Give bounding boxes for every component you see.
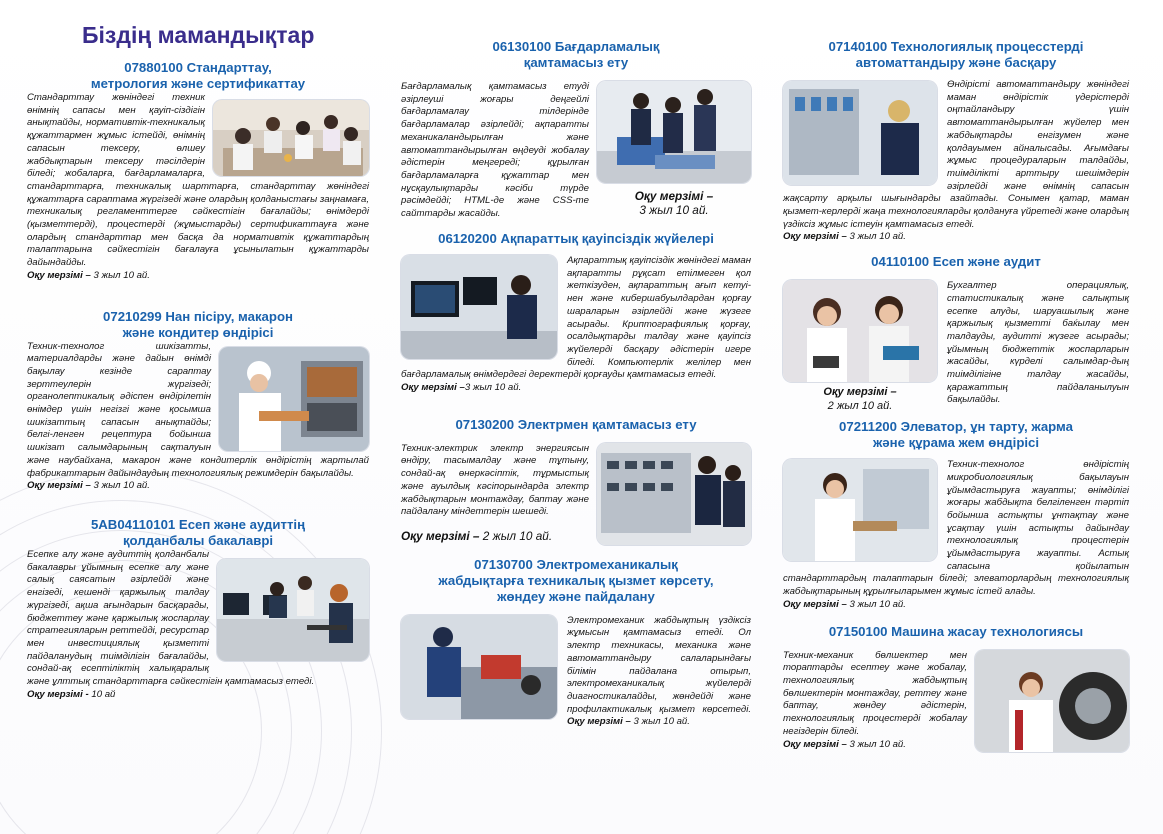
specialty-heading bbox=[27, 309, 369, 341]
specialty-description: Техник-технолог өндірістің микробиологиялық бақылауын ұйымдастыруға жауапты; өнімділігі жоғары жабдықта белгіленген тәртіп бойынша астықты ұнтақтау және ұсақтау үшін астықты дайындау технологиялық процестерін ұйымдастыруға жауапты. Астық сапасына қойылатын стандарттардың талаптарын біледі; элеваторлардың технологиялық жабдықтарының құрылғыларымен жұмыс істей алады. bbox=[783, 459, 1129, 598]
specialty-info-security bbox=[401, 231, 751, 395]
heading-line: 06120200 Ақпараттық қауіпсіздік жүйелері bbox=[438, 231, 714, 246]
heading-line: 06130100 Бағдарламалық bbox=[492, 39, 660, 54]
heading-line: қамтамасыз ету bbox=[523, 55, 629, 70]
specialty-bakery bbox=[27, 309, 369, 493]
specialty-electromechanics bbox=[401, 557, 751, 729]
specialty-description: Техник-технолог шикізатты, материалдарды және дайын өнімді бақылау кезінде сараптау зерттеулерін жүргізеді; органолептикалық әдіспен өндірілетін өнімдер үшін негізгі және қосымша шикізаттың сапасын анықтайды; белгі-ленген рецептура бойынша шикізат салымдарының сақталуын және наубайхана, макарон және кондитерлік өндірістің жартылай фабрикаттарын дайындаудың технологиялық режимдерін бақылайды. bbox=[27, 340, 369, 479]
duration-value: 3 жыл 10 ай. bbox=[93, 269, 150, 281]
specialty-applied-bachelor bbox=[27, 517, 369, 701]
specialty-automation bbox=[783, 39, 1129, 244]
duration-label: Оқу мерзімі bbox=[783, 231, 839, 243]
study-duration: Оқу мерзімі – 3 жыл 10 ай. bbox=[27, 480, 150, 492]
duration-value: 3 жыл 10 ай. bbox=[639, 203, 709, 217]
specialty-elevator bbox=[783, 419, 1129, 611]
duration-value: 3 жыл 10 ай. bbox=[633, 716, 690, 728]
duration-label: Оқу мерзімі bbox=[27, 269, 83, 281]
specialty-heading bbox=[783, 419, 1129, 451]
duration-value: 3 жыл 10 ай. bbox=[849, 738, 906, 750]
duration-label: Оқу мерзімі bbox=[401, 528, 470, 543]
duration-label: Оқу мерзімі bbox=[27, 480, 83, 492]
duration-label: Оқу мерзімі bbox=[401, 382, 457, 394]
specialty-software bbox=[401, 39, 751, 221]
column-right bbox=[783, 39, 1129, 756]
photo-mechanic-wheel bbox=[975, 650, 1129, 752]
study-duration: Оқу мерзімі – 2 жыл 10 ай. bbox=[823, 386, 897, 413]
duration-label: Оқу мерзімі bbox=[634, 189, 704, 203]
heading-line: қолданбалы бакалаврі bbox=[122, 532, 274, 548]
study-duration: Оқу мерзімі – 3 жыл 10 ай. bbox=[634, 189, 714, 217]
specialty-description: Техник-механик бөлшектер мен тораптарды есептеу және жобалау, технологиялық жабдықтың бөлшектерін монтаждау, реттеу және баптау, жөндеу әдістерін, технологиялық процестерді жобалау негіздерін біледі. bbox=[783, 649, 967, 737]
specialty-description: Техник-электрик электр энергиясын өндіру, тасымалдау және тұтыну, сондай-ақ өнеркәсіптік, тұрмыстық және ауылдық кәсіпорындарда электр жабдықтарын монтаждау, баптау және пайдалану міндеттерін шешеді. bbox=[401, 442, 589, 518]
heading-line: 07150100 Машина жасау технологиясы bbox=[828, 623, 1084, 639]
specialty-heading bbox=[27, 60, 369, 92]
heading-line: 5AB04110101 Есеп және аудиттің bbox=[90, 516, 306, 532]
study-duration: Оқу мерзімі – 3 жыл 10 ай. bbox=[27, 269, 150, 281]
description-text: Электромеханик жабдықтың үздіксіз жұмысын қамтамасыз етеді. Ол электр техникасы, механика және автоматтандыру салаларындағы білімін пайдалана отырып, электромеханикалық жүйелерді диагностикалайды, жөндейді және профилактикалық қызмет көрсетеді. bbox=[567, 614, 751, 715]
specialty-description: Бағдарламалық қамтамасыз етуді әзірлеуші жоғары деңгейлі бағдарламалау тілдерінде бағдарламалар әзірлейді; ақпаратты механикаландырылған және автоматтандырылған өңдеуді жобалау әдістерін меңгереді; құрылған бағдарламаларға құжаттар мен нұсқаулықтарды кәсіби түрде рәсімдейді; HTML-де және CSS-те сайттарды жасайды. bbox=[401, 81, 589, 220]
heading-line: 07130200 Электрмен қамтамасыз ету bbox=[455, 416, 697, 432]
specialty-description: Бухгалтер операциялық, статистикалық және салықтық есепке алуды, шаруашылық және қаржылық қызметті баќылау мен талдауды, аудитті жүзеге асырады; ұйымның бюджеттік жоспарларын жасайды, күрделі салымдар-дың тиімділігіне талдау жасайды, қаражаттың пайдаланылуын бақылайды. bbox=[947, 280, 1129, 406]
duration-value: 10 ай bbox=[91, 688, 116, 700]
heading-line: метрология және сертификаттау bbox=[90, 76, 306, 91]
heading-line: 07211200 Элеватор, ұн тарту, жарма bbox=[839, 419, 1073, 435]
photo-accounting-students bbox=[783, 280, 937, 382]
heading-line: 07130700 Электромеханикалық bbox=[474, 556, 678, 572]
study-duration: Оқу мерзімі –3 жыл 10 ай. bbox=[401, 382, 522, 394]
duration-label: Оқу мерзімі bbox=[823, 386, 888, 399]
heading-line: және кондитер өндірісі bbox=[122, 324, 274, 340]
heading-line: 07210299 Нан пісіру, макарон bbox=[103, 308, 293, 324]
heading-line: 04110100 Есеп және аудит bbox=[871, 254, 1041, 270]
duration-label: Оқу мерзімі bbox=[783, 598, 839, 610]
specialty-heading bbox=[783, 624, 1129, 640]
specialty-heading bbox=[783, 254, 1129, 270]
specialty-heading bbox=[401, 231, 751, 247]
heading-line: 07880100 Стандарттау, bbox=[124, 60, 272, 75]
specialty-description: Ақпараттық қауіпсіздік жөніндегі маман ақпаратты рұқсат етілмеген қол жеткізуден, ақпараттың ағып кетуі-нен және кибершабуылдардан қорғау шараларын әзірлейді және жүзеге асырады. Криптографиялық қорғау, осалдықтарды талдау және қауіпсіз жүйелерді басқару әдістерін игере біледі. Компьютерлік желілер мен бағдарламалық өнімдердегі деректерді қорғауды қамтамасыз етеді. bbox=[401, 255, 752, 381]
duration-value: 3 жыл 10 ай. bbox=[849, 231, 906, 243]
duration-value: 3 жыл 10 ай. bbox=[849, 598, 906, 610]
photo-automation-lab bbox=[783, 81, 937, 185]
photo-grain-lab bbox=[783, 459, 937, 561]
specialty-description: Өндірісті автоматтандыру жөніндегі маман өндірістік үдерістерді оңтайландыру үшін автоматтандырылған жүйелер мен жабдықтарды енгізумен және қолдауымен айналысады. Ағымдағы жұмыс процедураларын талдайды, тиімділікті арттыру шешімдерін әзірлейді және өнімнің сапасын жақсарту арқылы шығындарды азайтады. Сонымен қатар, маман қызмет-керлерді жаңа технологияларды қолдануға үйретеді және олардың үздіксіз жұмыс істеуін қамтамасыз етеді. bbox=[783, 79, 1129, 230]
duration-label: Оқу мерзімі bbox=[27, 688, 83, 700]
photo-security-lab bbox=[401, 255, 557, 359]
duration-label: Оқу мерзімі bbox=[783, 738, 839, 750]
heading-line: автоматтандыру және басқару bbox=[855, 55, 1057, 70]
study-duration: Оқу мерзімі – 2 жыл 10 ай. bbox=[401, 528, 553, 543]
specialty-heading bbox=[401, 557, 751, 605]
column-left bbox=[27, 60, 369, 701]
duration-label: Оқу мерзімі bbox=[567, 716, 623, 728]
column-middle bbox=[401, 39, 751, 729]
page-title: Біздің мамандықтар bbox=[82, 22, 315, 48]
specialty-standardization bbox=[27, 60, 369, 283]
heading-line: 07140100 Технологиялық процесстерді bbox=[828, 39, 1084, 54]
study-duration: Оқу мерзімі - 10 ай bbox=[27, 688, 116, 700]
photo-block bbox=[597, 81, 751, 217]
duration-value: 2 жыл 10 ай. bbox=[827, 400, 893, 413]
duration-dash: – bbox=[622, 716, 634, 728]
duration-value: 3 жыл 10 ай. bbox=[464, 382, 522, 394]
photo-programmers bbox=[597, 81, 751, 183]
specialty-description: Есепке алу және аудиттің қолданбалы бакалавры ұйымның есепке алу және салық саясатын әзірлейді және енгізеді, кешенді қаржылық талдау жүргізеді, ақша ағындарын басқарады, бюджеттеу және қаржылық жоспарлау стратегияларын реттейді, ресурстар мен инвестициялық қызметті пайдаланудың тиімділігін бағалайды, сондай-ақ есептіліктің халықаралық және ұлттық стандарттарға сәйкестігін қамтамасыз етеді. bbox=[27, 548, 315, 688]
study-duration: Оқу мерзімі – 3 жыл 10 ай. bbox=[783, 598, 906, 610]
heading-line: жабдықтарға техникалық қызмет көрсету, bbox=[438, 572, 714, 588]
photo-lab-students bbox=[213, 100, 369, 176]
study-duration: Оқу мерзімі – 3 жыл 10 ай. bbox=[783, 738, 906, 750]
duration-value: 2 жыл 10 ай. bbox=[482, 528, 553, 543]
specialty-description: Стандарттау жөніндегі техник өнімнің сапасы мен қауіп-сіздігін анықтайды, нормативтік-техникалық құжаттармен жұмыс істейді, өнімнің сапасын тексеру, өлшеу жабдықтарын тексеру тәсілдерін біледі; жобаларға, бағдарламаларға, стандарттарға, техникалық шарттарға, стандарттау жөніндегі құжаттарға сараптама жүргізеді және олардың қолданыстағы заңнамаға, техникалық регламенттерге сәйкестігін бағалайды; өнімдерді (қызметтерді), процестерді (жұмыстарды) сертификаттауға және олардың стандарттар мен басқа да нормативтік құжаттардың талаптарына сәйкестігін бағалауға ұсынылатын құжаттарды дайындайды. bbox=[27, 92, 369, 269]
duration-value: 3 жыл 10 ай. bbox=[93, 480, 150, 492]
heading-line: жөндеу және пайдалану bbox=[497, 588, 655, 604]
photo-electromechanic bbox=[401, 615, 557, 719]
specialty-heading bbox=[27, 517, 369, 549]
photo-electric-lab bbox=[597, 443, 751, 545]
specialty-heading bbox=[401, 417, 751, 433]
photo-computer-class bbox=[217, 559, 369, 661]
photo-baker bbox=[219, 347, 369, 451]
study-duration: Оқу мерзімі – 3 жыл 10 ай. bbox=[783, 231, 906, 243]
specialty-accounting bbox=[783, 254, 1129, 417]
photo-block bbox=[783, 280, 937, 413]
heading-line: және құрама жем өндірісі bbox=[872, 435, 1040, 451]
specialty-heading bbox=[401, 39, 751, 71]
specialty-power-supply bbox=[401, 417, 751, 549]
specialty-mechanical-engineering bbox=[783, 624, 1129, 756]
specialty-heading bbox=[783, 39, 1129, 71]
